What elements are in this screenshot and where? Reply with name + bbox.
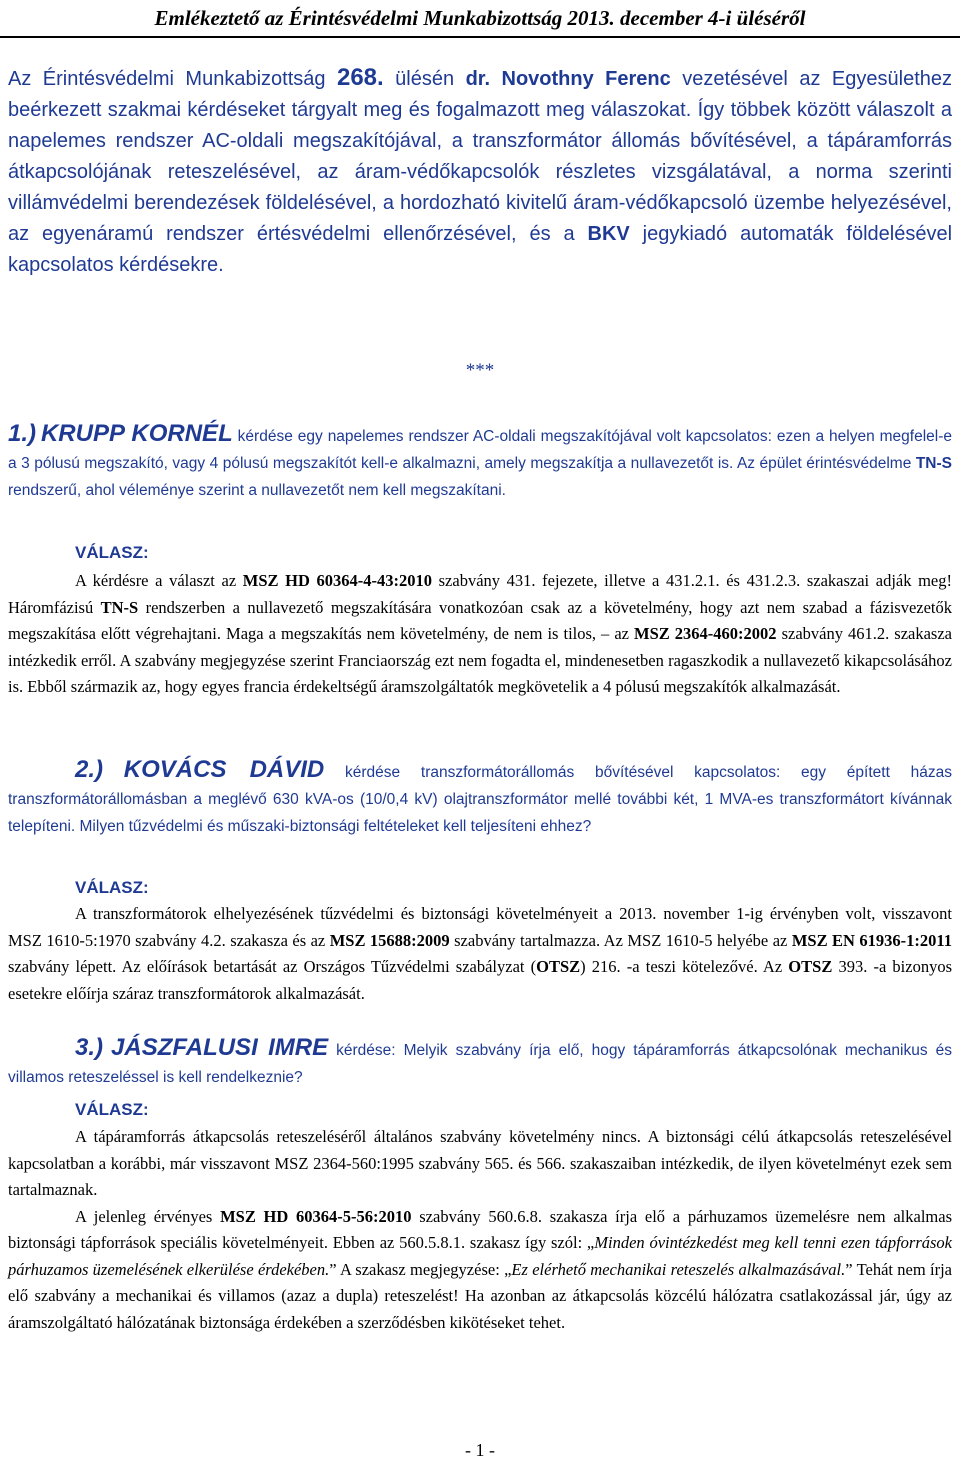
intro-text-4: jegykiadó automaták földelésével kapcsolatos kérdésekre. [8, 223, 953, 276]
question-3 [8, 1034, 952, 1091]
question-author: JÁSZFALUSI IMRE [111, 1034, 329, 1061]
quoted-text: Ez elérhető mechanikai reteszelés alkalmazásával. [511, 1259, 846, 1279]
answer-text: A kérdésre a választ az [75, 571, 243, 590]
question-number: 3.) [75, 1034, 104, 1061]
bkv-label: BKV [587, 223, 630, 245]
tns-label: TN-S [100, 597, 139, 617]
answer-text: A transzformátorok elhelyezésének tűzvédelmi és biztonsági követelményeit a 2013. november 1-ig érvényben volt, visszavont MSZ 1610-5:1970 szabvány 4.2. szakasza és az [8, 904, 952, 950]
answer-text: A tápáramforrás átkapcsolás reteszeléséről általános szabvány követelmény nincs. A biztonsági célú átkapcsolás reteszelésével kapcsolatban a korábbi, már visszavont MSZ 2364-560:1995 szabvány 565. és 566. szakaszaiban intézkedik, de ilyen követelményt ezek sem tartalmaznak. [8, 1127, 952, 1199]
session-number: 268. [336, 64, 384, 91]
answer-text: szabvány 560.6.8. szakasza írja elő a párhuzamos üzemelésre nem alkalmas biztonsági tápforrások speciális követelményeit. Ebben az 560.5.8.1. szakasz így szól: „ [8, 1206, 952, 1252]
answer-text: A jelenleg érvényes [75, 1206, 221, 1226]
question-number: 2.) [75, 756, 104, 783]
answer-text: ” Tehát nem írja elő szabvány a mechanikai és villamos (azaz a dupla) reteszelést! Ha azonban az átkapcsolás közcélú hálózatra csatlakozással jár, úgy az áramszolgáltató hálózatának biztonsága érdekében a szerződésben kikötéseket tehet. [8, 1259, 953, 1332]
intro-paragraph [8, 62, 952, 281]
question-text: kérdése transzformátorállomás bővítésével kapcsolatos: egy épített házas transzformátorállomásban a meglévő 630 kVA-os (10/0,4 kV) olajtranszformátor mellé további két, 1 MVA-es transzformátort kívánnak telepíteni. Milyen tűzvédelmi és műszaki-biztonsági feltételeket kell teljesíteni ehhez? [8, 764, 952, 835]
answer-text: szabvány tartalmazza. Az MSZ 1610-5 helyébe az [449, 930, 792, 950]
question-2 [8, 756, 952, 840]
chair-name: dr. Novothny Ferenc [465, 68, 671, 90]
standard-ref: MSZ 2364-460:2002 [634, 624, 777, 643]
intro-text-3: vezetésével az Egyesülethez beérkezett szakmai kérdéseket tárgyalt meg és fogalmazott meg válaszokat. Így többek között válaszolt a napelemes rendszer AC-oldali megszakítójával, a transzformátor állomás bővítésével, a tápáramforrás átkapcsolójának reteszelésével, az áram-védőkapcsolók részletes vizsgálatával, a norma szerinti villámvédelmi berendezések földelésével, a hordozható kivitelű áram-védőkapcsoló üzembe helyezésével, az egyenáramú rendszer értésvédelmi ellenőrzésével, és a [8, 68, 952, 245]
tns-label: TN-S [915, 455, 952, 472]
answer-2 [8, 901, 952, 1007]
page-number: - 1 - [465, 1440, 495, 1460]
standard-ref: MSZ HD 60364-4-43:2010 [242, 571, 433, 590]
standard-ref: MSZ 15688:2009 [329, 930, 450, 950]
section-separator: *** [465, 360, 495, 381]
answer-paragraph [8, 1124, 952, 1204]
question-text: kérdése: Melyik szabvány írja elő, hogy tápáramforrás átkapcsolónak mechanikus és villamos reteszeléssel is kell rendelkeznie? [8, 1042, 952, 1086]
answer-text: ” A szakasz megjegyzése: „ [329, 1259, 512, 1279]
answer-label: VÁLASZ: [75, 1100, 149, 1119]
standard-ref: MSZ HD 60364-5-56:2010 [220, 1206, 412, 1226]
answer-paragraph [8, 1204, 952, 1337]
page-header: Emlékeztető az Érintésvédelmi Munkabizottság 2013. december 4-i üléséről [0, 2, 960, 38]
answer-text: 393. -a bizonyos esetekre előírja száraz transzformátorok alkalmazását. [8, 957, 952, 1003]
intro-text-2: ülésén [383, 68, 466, 90]
answer-label: VÁLASZ: [75, 878, 149, 897]
question-author: KRUPP KORNÉL [40, 420, 233, 447]
standard-ref: MSZ EN 61936-1:2011 [791, 930, 952, 950]
answer-text: szabvány lépett. Az előírások betartását az Országos Tűzvédelmi szabályzat ( [8, 957, 537, 976]
answer-3 [8, 1124, 952, 1336]
answer-label: VÁLASZ: [75, 543, 149, 562]
answer-1 [8, 568, 952, 701]
question-text-2: rendszerű, ahol véleménye szerint a nullavezetőt nem kell megszakítani. [8, 482, 506, 499]
answer-text: ) 216. -a teszi kötelezővé. Az [580, 957, 789, 976]
question-text: kérdése egy napelemes rendszer AC-oldali megszakítójával volt kapcsolatos: ezen a helyen megfelel-e a 3 pólusú megszakító, vagy 4 pólusú megszakítót kell-e alkalmazni, amely megszakítja a nullavezetőt is. Az épület érintésvédelme [8, 428, 953, 472]
answer-text: szabvány 461.2. szakasza intézkedik erről. A szabvány megjegyzése szerint Franciaország ezt nem fogadta el, mindenesetben ragaszkodik a nullavezető kikapcsolásához is. Ebből származik az, hogy egyes francia érdekeltségű áramszolgáltatók megkövetelik a 4 pólusú megszakítók alkalmazását. [8, 624, 952, 696]
question-author: KOVÁCS DÁVID [123, 756, 325, 783]
quoted-text: Minden óvintézkedést meg kell tenni ezen tápforrások párhuzamos üzemelésének elkerülése érdekében. [8, 1233, 952, 1279]
question-1 [8, 420, 952, 504]
otsz-label: OTSZ [788, 957, 833, 976]
answer-text: rendszerben a nullavezető megszakítására vonatkozóan csak az a követelmény, hogy azt nem szabad a fázisvezetők megszakítása előtt végrehajtani. Maga a megszakítás nem követelmény, de nem is tilos, – az [8, 597, 953, 643]
question-number: 1.) [8, 420, 37, 447]
otsz-label: OTSZ [536, 957, 581, 976]
answer-text: szabvány 431. fejezete, illetve a 431.2.1. és 431.2.3. szakaszai adják meg! Háromfázisú [8, 571, 952, 617]
intro-text-1: Az Érintésvédelmi Munkabizottság [8, 68, 337, 90]
